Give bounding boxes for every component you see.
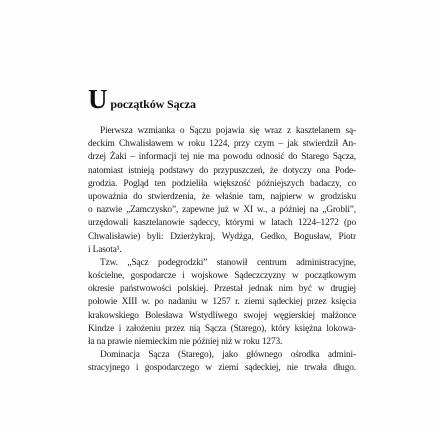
text-line: Tzw. „Sącz podegrodzki” stanowił centrum administracyjne, <box>100 257 356 268</box>
text-line: Kindze i założeniu przez nią Sącza (Starego), który księżna lokowa- <box>88 323 356 334</box>
text-line: o nazwie „Zamczysko”, zapewne już w XI w., a później na „Grobli”, <box>88 205 356 216</box>
text-line: grodzia. Pogląd ten podzieliła większość późniejszych badaczy, co <box>88 178 356 189</box>
text-line: i Lasota¹. <box>88 244 122 255</box>
text-line: upoważnia do stwierdzenia, że właśnie tam, najpierw w grodzisku <box>88 191 356 202</box>
text-line: Dominacja Sącza (Starego), jako głównego ośrodka admini- <box>100 350 356 361</box>
text-line: Chwalisławie) byli: Dzierżykraj, Wydżga, Gedko, Bogusław, Piotr <box>88 231 356 242</box>
page-cutoff <box>0 420 440 440</box>
text-line: kościelne, gospodarcze i wojskowe Sądeczczyzny w początkowym <box>88 271 356 282</box>
text-line: okresie państwowości polskiej. Przestał jednak nim być w drugiej <box>88 284 356 295</box>
heading-dropcap: U <box>88 84 108 114</box>
text-line: połowie XIII w. po nadaniu w 1257 r. ziemi sądeckiej przez księcia <box>88 297 356 308</box>
body-text <box>88 125 356 376</box>
text-line: urzędowali kasztelanowie sądeccy, którymi w latach 1224–1272 (po <box>88 218 356 229</box>
text-line: ła na prawie niemieckim nie później niż w roku 1273. <box>88 337 283 347</box>
chapter-heading <box>88 86 196 113</box>
text-line: krakowskiego Bolesława Wstydliwego swojej węgierskiej małżonce <box>88 310 356 321</box>
text-line: Pierwsza wzmianka o Sączu pojawia się wraz z kasztelanem są- <box>100 126 356 136</box>
heading-text: początków Sącza <box>107 97 196 111</box>
text-line: natomiast istnieją podstawy do przypuszczeń, że dotyczy ona Pode- <box>88 165 356 176</box>
text-line: stracyjnego i gospodarczego w ziemi sądeckiej, nie trwała długo. <box>88 363 356 374</box>
text-line: drzej Żaki – informacji tej nie ma powodu odnosić do Starego Sącza, <box>88 152 356 163</box>
text-line: deckim Chwalisławem w roku 1224, przy czym – jak stwierdził An- <box>88 139 356 150</box>
